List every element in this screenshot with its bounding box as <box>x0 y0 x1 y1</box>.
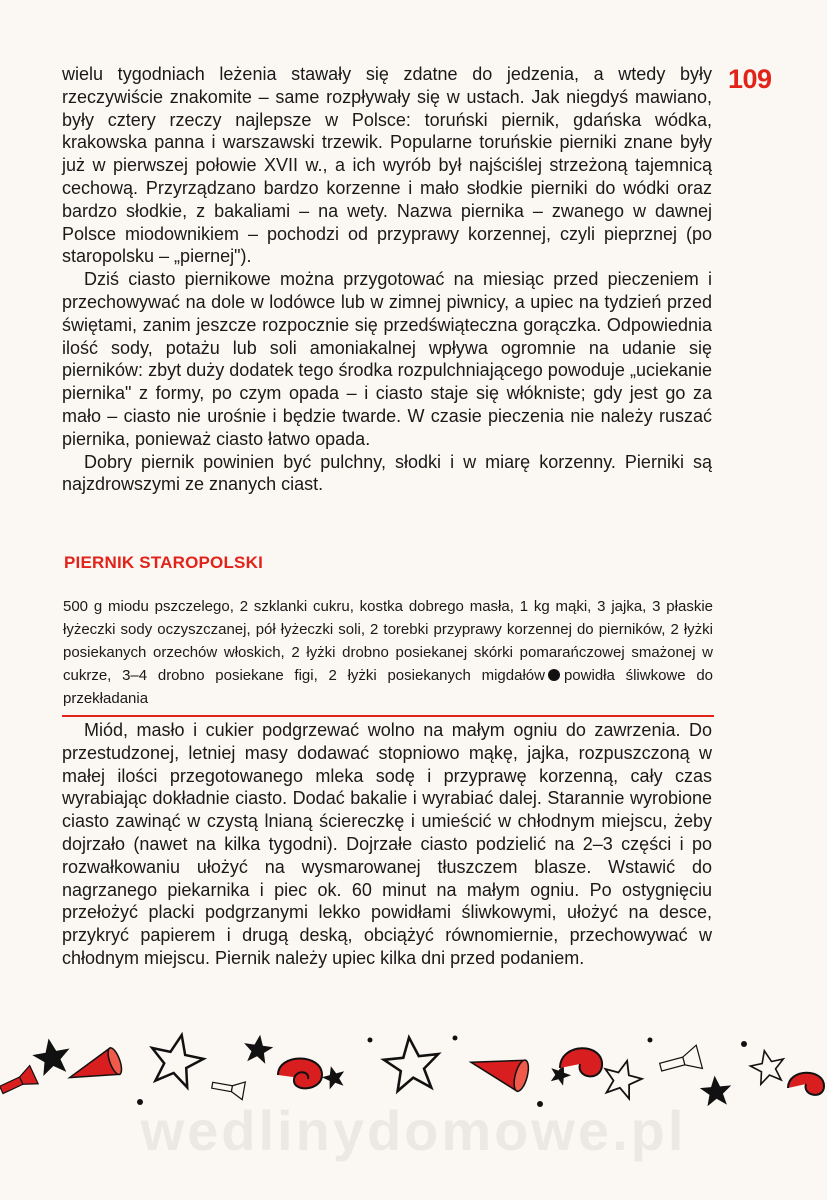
party-horn-icon <box>65 1046 124 1090</box>
intro-paragraph: Dziś ciasto piernikowe można przygotować na miesiąc przed pieczeniem i przechowywać na dole w lodówce lub w zimnej piwnicy, a upiec na tydzień przed świętami, zanim jeszcze rozpocznie się przedświąteczna gorączka. Odpowiednia ilość sody, potażu lub soli amoniakalnej wpływa ogromnie na udanie się pierników: zbyt duży dodatek tego środka rozpulchniającego powoduje „uciekanie piernika" z formy, po czym opada – i ciasto staje się włókniste; gdy jest go za mało – ciasto nie urośnie i będzie twarde. W czasie pieczenia nie należy ruszać piernika, ponieważ ciasto łatwo opada. <box>62 269 712 449</box>
watermark: wedlinydomowe.pl <box>140 1099 687 1162</box>
intro-paragraph: wielu tygodniach leżenia stawały się zdatne do jedzenia, a wtedy były rzeczywiście znakomite – same rozpływały się w ustach. Jak niegdyś mawiano, były cztery rzeczy najlepsze w Polsce: toruński piernik, gdańska wódka, krakowska panna i warszawski trzewik. Popularne toruńskie pierniki znane były już w pierwszej połowie XVII w., a ich wyrób był najściślej strzeżoną tajemnicą cechową. Przyrządzano bardzo korzenne i mało słodkie pierniki do wódki oraz bardzo słodkie, z bakaliami – na wety. Nazwa piernika – zwanego w dawnej Polsce miodownikiem – pochodzi od przyprawy korzennej, czyli pieprznej (po staropolsku – „piernej"). <box>62 64 712 267</box>
method-paragraph: Miód, masło i cukier podgrzewać wolno na małym ogniu do zawrzenia. Do przestudzonej, letniej masy dodawać stopniowo mąkę, jajka, rozpuszczoną w małej ilości przegotowanego mleka sodę i przyprawę korzenną, cały czas wyrabiając dokładnie ciasto. Dodać bakalie i wyrabiać dalej. Starannie wyrobione ciasto zawinąć w czystą lnianą ściereczkę i umieścić w chłodnym miejscu, żeby dojrzało (nawet na kilka tygodni). Dojrzałe ciasto podzielić na 2–3 części i po rozwałkowaniu ułożyć na wysmarowanej tłuszczem blasze. Wstawić do nagrzanego piekarnika i piec ok. 60 minut na małym ogniu. Po ostygnięciu przełożyć placki podgrzanymi lekko powidłami śliwkowymi, ułożyć na desce, przykryć papierem i drugą deską, obciążyć równomiernie, przechowywać w chłodnym miejscu. Piernik należy upiec kilka dni przed podaniem. <box>62 720 712 968</box>
star-icon <box>242 1033 275 1065</box>
streamer-icon <box>278 1059 322 1089</box>
star-icon <box>748 1047 788 1085</box>
star-icon <box>30 1035 73 1077</box>
ingredients-extra: powidła śliwkowe do przekładania <box>63 667 714 707</box>
ingredients-main: 500 g miodu pszczelego, 2 szklanki cukru, kostka dobrego masła, 1 kg mąki, 3 jajka, 3 płaskie łyżeczki sody oczyszczanej, pół łyżeczki soli, 2 torebki przyprawy korzennej do pierników, 2 łyżki posiekanych orzechów włoskich, 2 łyżki drobno posiekanej skórki pomarańczowej smażonej w cukrze, 3–4 drobno posiekane figi, 2 łyżki posiekanych migdałów <box>63 598 713 684</box>
trumpet-icon <box>658 1045 703 1079</box>
section-divider <box>62 715 714 717</box>
intro-paragraph: Dobry piernik powinien być pulchny, słodki i w miarę korzenny. Pierniki są najzdrowszymi ze znanych ciast. <box>62 451 712 495</box>
page-number: 109 <box>728 64 772 94</box>
method-text <box>62 719 712 970</box>
trumpet-icon <box>211 1076 246 1099</box>
intro-text <box>62 63 712 496</box>
streamer-icon <box>788 1073 824 1095</box>
recipe-title: PIERNIK STAROPOLSKI <box>64 553 264 572</box>
star-icon <box>146 1030 208 1090</box>
trumpet-icon <box>0 1066 38 1099</box>
star-icon <box>320 1063 348 1090</box>
star-icon <box>600 1056 646 1101</box>
streamer-icon <box>560 1048 602 1076</box>
ingredients-list <box>63 595 713 710</box>
bullet-icon <box>548 669 560 681</box>
party-horn-icon <box>467 1047 531 1093</box>
star-icon <box>382 1035 442 1092</box>
